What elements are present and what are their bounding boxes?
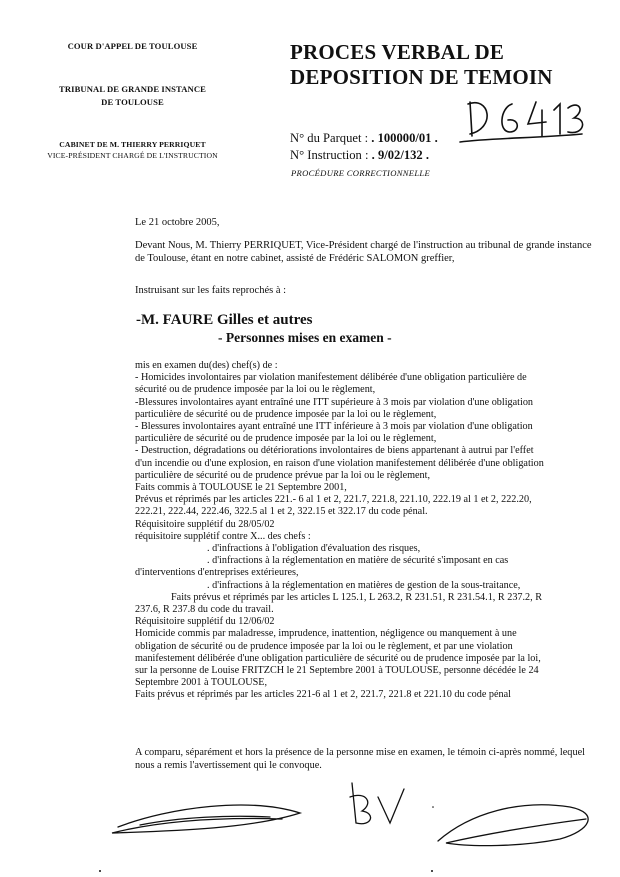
intro-paragraph: Devant Nous, M. Thierry PERRIQUET, Vice-Président chargé de l'instruction au tribunal de grande instance de Toulouse, étant en notre cabinet, assisté de Frédéric SALOMON greffier, [135,240,592,264]
charge-line: 222.21, 222.44, 222.46, 322.5 al 1 et 2, 322.15 et 322.17 du code pénal. [135,506,428,518]
charge-line: sécurité ou de prudence imposée par la loi ou le règlement, [135,384,376,396]
charge-line: particulière de sécurité ou de prudence imposée par la loi ou le règlement, [135,408,437,420]
instruction-number [290,148,429,163]
accused-name: -M. FAURE Gilles et autres [136,312,313,328]
charge-line: Faits prévus et réprimés par les articles L 125.1, L 263.2, R 231.51, R 231.54.1, R 237.2, R [171,591,543,603]
parquet-value: . 100000/01 . [368,131,438,145]
witness-signature [350,783,404,824]
charge-line: réquisitoire supplétif contre X... des chefs : [135,530,311,542]
date-line: Le 21 octobre 2005, [135,217,220,228]
tribunal-line2: DE TOULOUSE [101,97,164,107]
cabinet-line [30,140,235,149]
charge-line: - Homicides involontaires par violation manifestement délibérée d'une obligation particulière de [135,372,527,384]
charge-line: sur la personne de Louise FRITZCH le 21 Septembre 2001 à TOULOUSE, personne décédée le 24 [135,665,539,677]
charge-line: . d'infractions à la réglementation en matière de sécurité s'imposant en cas [207,555,509,567]
title-line2: DEPOSITION DE TEMOIN [290,65,553,89]
accused-status: - Personnes mises en examen - [218,330,392,345]
title-line1: PROCES VERBAL DE [290,40,505,64]
court-name: COUR D'APPEL DE TOULOUSE [67,41,198,51]
procedure-type: PROCÉDURE CORRECTIONNELLE [291,168,431,178]
document-title [290,40,553,90]
charge-line: . d'infractions à la réglementation en matières de gestion de la sous-traitance, [207,579,521,591]
signatures [0,767,620,877]
charge-line: Faits prévus et réprimés par les articles 221-6 al 1 et 2, 221.7, 221.8 et 221.10 du code pénal [135,689,511,701]
charge-line: Homicide commis par maladresse, imprudence, inattention, négligence ou manquement à une [135,628,517,640]
charge-line: Septembre 2001 à TOULOUSE, [135,677,268,689]
charge-line: particulière de sécurité ou de prudence imposée par la loi ou le règlement, [135,433,437,445]
clerk-signature [112,805,300,833]
charge-line: 237.6, R 237.8 du code du travail. [135,604,274,616]
handwritten-stamp [450,88,590,148]
instruction-label: N° Instruction : [290,148,372,162]
charge-line: obligation de sécurité ou de prudence imposée par la loi ou le règlement, et par une violation [135,640,513,652]
charge-line: . d'infractions à l'obligation d'évaluation des risques, [207,543,421,555]
charge-line: d'un incendie ou d'une explosion, en raison d'une violation manifestement délibérée d'une obligation [135,457,544,469]
charge-line: Faits commis à TOULOUSE le 21 Septembre 2001, [135,482,347,494]
vice-president-line: VICE-PRÉSIDENT CHARGÉ DE L'INSTRUCTION [47,151,218,160]
charge-line: mis en examen du(des) chef(s) de : [135,360,278,371]
instruction-value: . 9/02/132 . [371,148,430,162]
tribunal-line1: TRIBUNAL DE GRANDE INSTANCE [59,84,206,94]
comparu-paragraph: A comparu, séparément et hors la présence de la personne mise en examen, le témoin ci-après nommé, lequel nous a remis l'avertissement qui le convoque. [135,747,586,771]
charge-line: Réquisitoire supplétif du 28/05/02 [135,518,275,530]
charge-line: -Blessures involontaires ayant entraîné une ITT supérieure à 3 mois par violation d'une obligation [135,396,534,408]
charge-line: manifestement délibérée d'une obligation particulière de sécurité ou de prudence imposée par la loi, [135,652,541,664]
parquet-label: N° du Parquet : [290,131,369,145]
charges-block [135,360,605,702]
charge-line: d'interventions d'entreprises extérieures, [135,567,299,579]
judge-signature [438,805,588,846]
charge-line: Prévus et réprimés par les articles 221.- 6 al 1 et 2, 221.7, 221.8, 221.10, 222.19 al 1 et 2, 222.20, [135,494,532,506]
cabinet-name: CABINET DE M. THIERRY PERRIQUET [59,140,206,149]
parquet-number [290,131,438,146]
charge-line: - Destruction, dégradations ou détériorations involontaires de biens appartenant à autrui par l'effet [135,445,534,457]
instruisant-line: Instruisant sur les faits reprochés à : [135,285,287,296]
charge-line: Réquisitoire supplétif du 12/06/02 [135,616,275,628]
charge-line: particulière de sécurité ou de prudence prévue par la loi ou le règlement, [135,469,431,481]
charge-line: - Blessures involontaires ayant entraîné une ITT inférieure à 3 mois par violation d'une obligation [135,421,533,433]
